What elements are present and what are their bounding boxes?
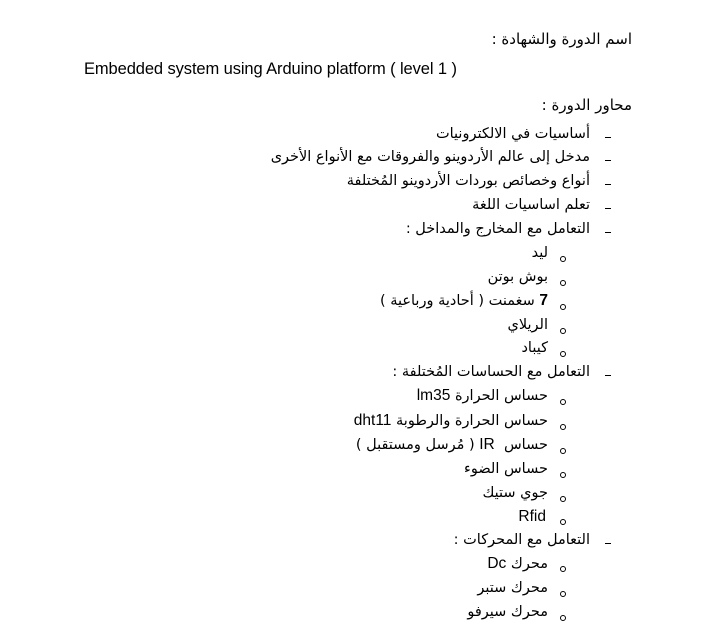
sensor-suffix: ( مُرسل ومستقبل ) xyxy=(355,437,475,453)
motor-type: Dc xyxy=(487,555,507,572)
sensor-sub-item: جوي ستيك xyxy=(482,485,548,501)
circle-bullet-icon xyxy=(560,424,566,430)
circle-bullet-icon xyxy=(560,304,566,310)
dash-bullet-icon xyxy=(605,184,611,185)
sensor-sub-item xyxy=(518,508,546,526)
circle-bullet-icon xyxy=(560,399,566,405)
circle-bullet-icon xyxy=(560,328,566,334)
sensor-text: حساس xyxy=(503,437,548,453)
sensor-sub-item xyxy=(417,387,548,405)
sensor-model: Rfid xyxy=(518,508,546,525)
dash-bullet-icon xyxy=(605,160,611,161)
axis-item: أنواع وخصائص بوردات الأردوينو المُختلفة xyxy=(346,173,590,189)
sensor-sub-item xyxy=(354,412,548,430)
seven-segment-text: سغمنت ( أحادية ورباعية ) xyxy=(379,293,535,309)
sensor-model: dht11 xyxy=(353,412,392,429)
sensor-sub-item xyxy=(356,436,548,454)
sensor-text: حساس الحرارة والرطوبة xyxy=(396,413,548,429)
circle-bullet-icon xyxy=(560,496,566,502)
circle-bullet-icon xyxy=(560,280,566,286)
course-title-label: اسم الدورة والشهادة : xyxy=(491,30,632,48)
circle-bullet-icon xyxy=(560,566,566,572)
axis-item: التعامل مع المخارج والمداخل : xyxy=(405,221,590,237)
axis-item: التعامل مع الحساسات المُختلفة : xyxy=(392,364,590,380)
sensor-model: lm35 xyxy=(416,387,451,404)
dash-bullet-icon xyxy=(605,232,611,233)
axis-item: مدخل إلى عالم الأردوينو والفروقات مع الأنواع الأخرى xyxy=(270,149,590,165)
sensor-model: IR xyxy=(479,436,495,453)
circle-bullet-icon xyxy=(560,256,566,262)
dash-bullet-icon xyxy=(605,137,611,138)
circle-bullet-icon xyxy=(560,615,566,621)
motor-sub-item xyxy=(487,555,548,573)
axis-item: التعامل مع المحركات : xyxy=(453,532,590,548)
axis-item: أساسيات في الالكترونيات xyxy=(435,126,590,142)
io-sub-item xyxy=(380,292,548,310)
io-sub-item: الريلاي xyxy=(507,317,548,333)
seven-number: 7 xyxy=(539,292,548,309)
circle-bullet-icon xyxy=(560,351,566,357)
course-axes-label: محاور الدورة : xyxy=(541,96,632,114)
io-sub-item: بوش بوتن xyxy=(487,269,548,285)
circle-bullet-icon xyxy=(560,472,566,478)
motor-text: محرك xyxy=(510,556,548,572)
motor-sub-item: محرك سيرفو xyxy=(467,604,548,620)
sensor-text: حساس الحرارة xyxy=(454,388,548,404)
dash-bullet-icon xyxy=(605,543,611,544)
dash-bullet-icon xyxy=(605,208,611,209)
axis-item: تعلم اساسيات اللغة xyxy=(472,197,590,213)
sensor-sub-item: حساس الضوء xyxy=(464,461,548,477)
circle-bullet-icon xyxy=(560,448,566,454)
circle-bullet-icon xyxy=(560,519,566,525)
dash-bullet-icon xyxy=(605,375,611,376)
io-sub-item: كيباد xyxy=(521,340,548,356)
course-name: Embedded system using Arduino platform ( level 1 ) xyxy=(84,60,457,78)
circle-bullet-icon xyxy=(560,591,566,597)
motor-sub-item: محرك ستبر xyxy=(477,580,548,596)
io-sub-item: ليد xyxy=(531,245,548,261)
